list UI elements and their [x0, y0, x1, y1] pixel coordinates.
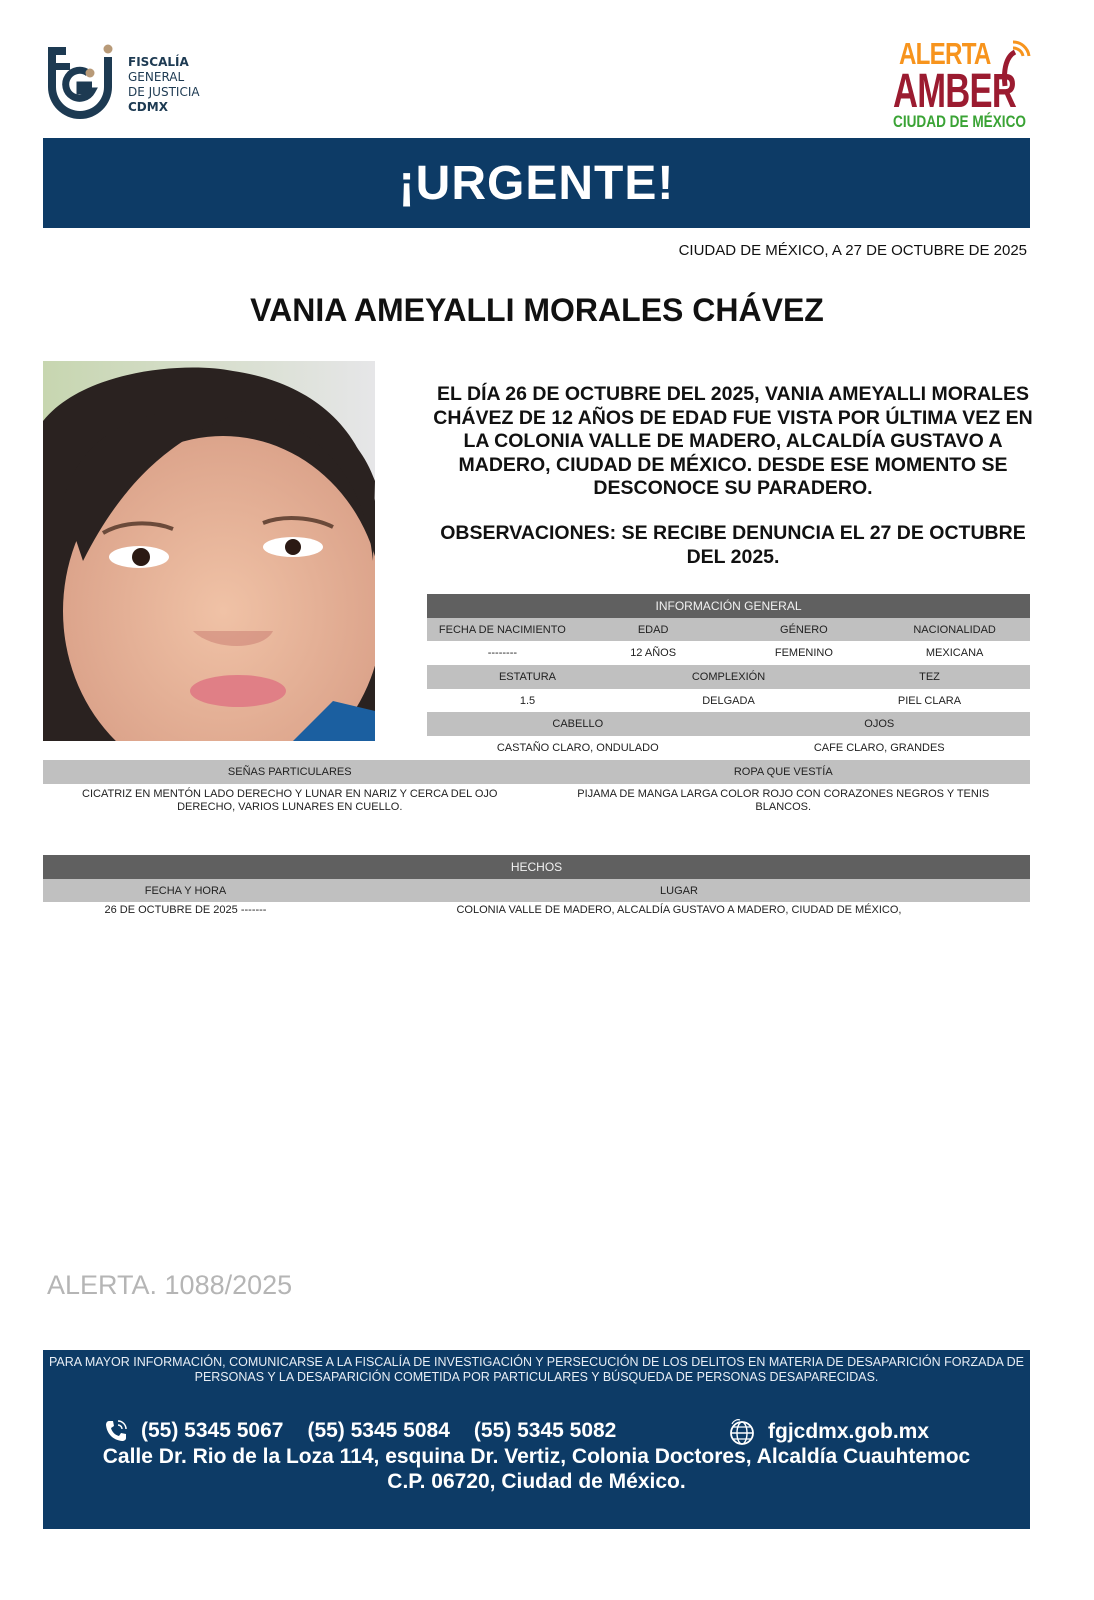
amber-logo-line3: CIUDAD DE MÉXICO	[893, 112, 1026, 131]
fgj-logo-text	[128, 55, 200, 115]
fgj-emblem-icon	[44, 43, 116, 127]
fgj-logo-line4: CDMX	[128, 100, 168, 114]
amber-logo-line1: ALERTA	[899, 36, 991, 71]
address-line2: C.P. 06720, Ciudad de México.	[387, 1470, 686, 1493]
info-general-title	[427, 594, 1030, 618]
header-edad: EDAD	[637, 623, 669, 636]
value-complexion: DELGADA	[702, 694, 755, 707]
value-ropa: PIJAMA DE MANGA LARGA COLOR ROJO CON CORAZONES NEGROS Y TENIS BLANCOS.	[577, 787, 990, 813]
header-lugar: LUGAR	[660, 884, 698, 897]
value-nacionalidad: MEXICANA	[925, 647, 984, 660]
narrative-text: EL DÍA 26 DE OCTUBRE DEL 2025, VANIA AMEYALLI MORALES CHÁVEZ DE 12 AÑOS DE EDAD FUE VISTA POR ÚLTIMA VEZ EN LA COLONIA VALLE DE MADERO, ALCALDÍA GUSTAVO A MADERO, CIUDAD DE MÉXICO. DESDE ESE MOMENTO SE DESCONOCE SU PARADERO.	[433, 383, 1033, 499]
info-row3-headers	[427, 712, 1030, 736]
header-cabello: CABELLO	[552, 718, 604, 731]
header-genero: GÉNERO	[780, 623, 828, 636]
amber-signal-icon	[1001, 38, 1033, 88]
phone-number-2[interactable]: (55) 5345 5084	[307, 1419, 450, 1442]
footer-note: PARA MAYOR INFORMACIÓN, COMUNICARSE A LA FISCALÍA DE INVESTIGACIÓN Y PERSECUCIÓN DE LOS DELITOS EN MATERIA DE DESAPARICIÓN FORZADA DE PERSONAS Y LA DESAPARICIÓN COMETIDA POR PARTICULARES Y BÚSQUEDA DE PERSONAS DESAPARECIDAS.	[49, 1355, 1024, 1384]
value-estatura: 1.5	[519, 694, 536, 707]
info-general-title-text: INFORMACIÓN GENERAL	[655, 598, 802, 613]
value-ojos: CAFE CLARO, GRANDES	[813, 741, 945, 754]
website	[728, 1418, 929, 1446]
header-senas: SEÑAS PARTICULARES	[227, 765, 352, 778]
header-fecha-nacimiento: FECHA DE NACIMIENTO	[438, 623, 566, 636]
hechos-title	[43, 855, 1030, 879]
fgj-logo-line1: FISCALÍA	[128, 55, 189, 69]
observations-text: OBSERVACIONES: SE RECIBE DENUNCIA EL 27 DE OCTUBRE DEL 2025.	[440, 522, 1026, 568]
fgj-logo-line2: GENERAL	[128, 70, 185, 84]
hechos-headers	[43, 879, 1030, 903]
alerta-amber-logo	[893, 36, 1038, 136]
senas-headers	[43, 760, 1030, 784]
value-lugar: COLONIA VALLE DE MADERO, ALCALDÍA GUSTAVO A MADERO, CIUDAD DE MÉXICO,	[456, 904, 902, 917]
header-fecha-hora: FECHA Y HORA	[144, 884, 227, 897]
info-row3-values	[427, 736, 1030, 760]
value-tez: PIEL CLARA	[897, 694, 962, 707]
header-estatura: ESTATURA	[498, 670, 557, 683]
footer-contact	[43, 1350, 1030, 1529]
info-row2-headers	[427, 665, 1030, 689]
header-tez: TEZ	[919, 670, 940, 683]
senas-ropa-table	[43, 760, 1030, 814]
header-nacionalidad: NACIONALIDAD	[913, 623, 996, 636]
fgj-logo-line3: DE JUSTICIA	[128, 85, 200, 99]
alert-number: ALERTA. 1088/2025	[47, 1270, 293, 1300]
website-link[interactable]: fgjcdmx.gob.mx	[768, 1420, 930, 1443]
info-row1-headers	[427, 618, 1030, 642]
person-name: VANIA AMEYALLI MORALES CHÁVEZ	[250, 292, 824, 328]
value-cabello: CASTAÑO CLARO, ONDULADO	[496, 741, 659, 754]
phone-numbers	[103, 1418, 640, 1444]
hechos-table	[43, 855, 1030, 918]
amber-logo-line2: AMBER	[893, 65, 1017, 118]
value-edad: 12 AÑOS	[630, 647, 677, 660]
info-row1-values	[427, 641, 1030, 665]
phone-number-1[interactable]: (55) 5345 5067	[141, 1419, 284, 1442]
info-row2-values	[427, 689, 1030, 713]
fgj-logo	[44, 42, 214, 128]
phone-number-3[interactable]: (55) 5345 5082	[473, 1419, 617, 1442]
phone-icon	[103, 1418, 129, 1444]
urgent-banner: ¡URGENTE!	[43, 138, 1030, 228]
hechos-title-text: HECHOS	[510, 859, 563, 874]
footer-address	[43, 1444, 1030, 1494]
value-fecha-nacimiento: --------	[487, 647, 518, 660]
value-senas: CICATRIZ EN MENTÓN LADO DERECHO Y LUNAR EN NARIZ Y CERCA DEL OJO DERECHO, VARIOS LUNARES EN CUELLO.	[82, 787, 498, 813]
header-ojos: OJOS	[864, 718, 895, 731]
senas-values	[43, 784, 1030, 814]
header-ropa: ROPA QUE VESTÍA	[733, 765, 833, 778]
header-complexion: COMPLEXIÓN	[691, 670, 766, 683]
portrait-image	[43, 361, 375, 741]
person-photo	[43, 361, 375, 741]
info-general-table	[427, 594, 1030, 760]
hechos-values	[43, 902, 1030, 918]
value-genero: FEMENINO	[774, 647, 833, 660]
address-line1: Calle Dr. Rio de la Loza 114, esquina Dr. Vertiz, Colonia Doctores, Alcaldía Cuauhtemoc	[102, 1445, 971, 1468]
globe-icon	[728, 1418, 756, 1446]
value-fecha-hora: 26 DE OCTUBRE DE 2025 -------	[104, 904, 267, 917]
date-line: CIUDAD DE MÉXICO, A 27 DE OCTUBRE DE 2025	[678, 242, 1027, 259]
